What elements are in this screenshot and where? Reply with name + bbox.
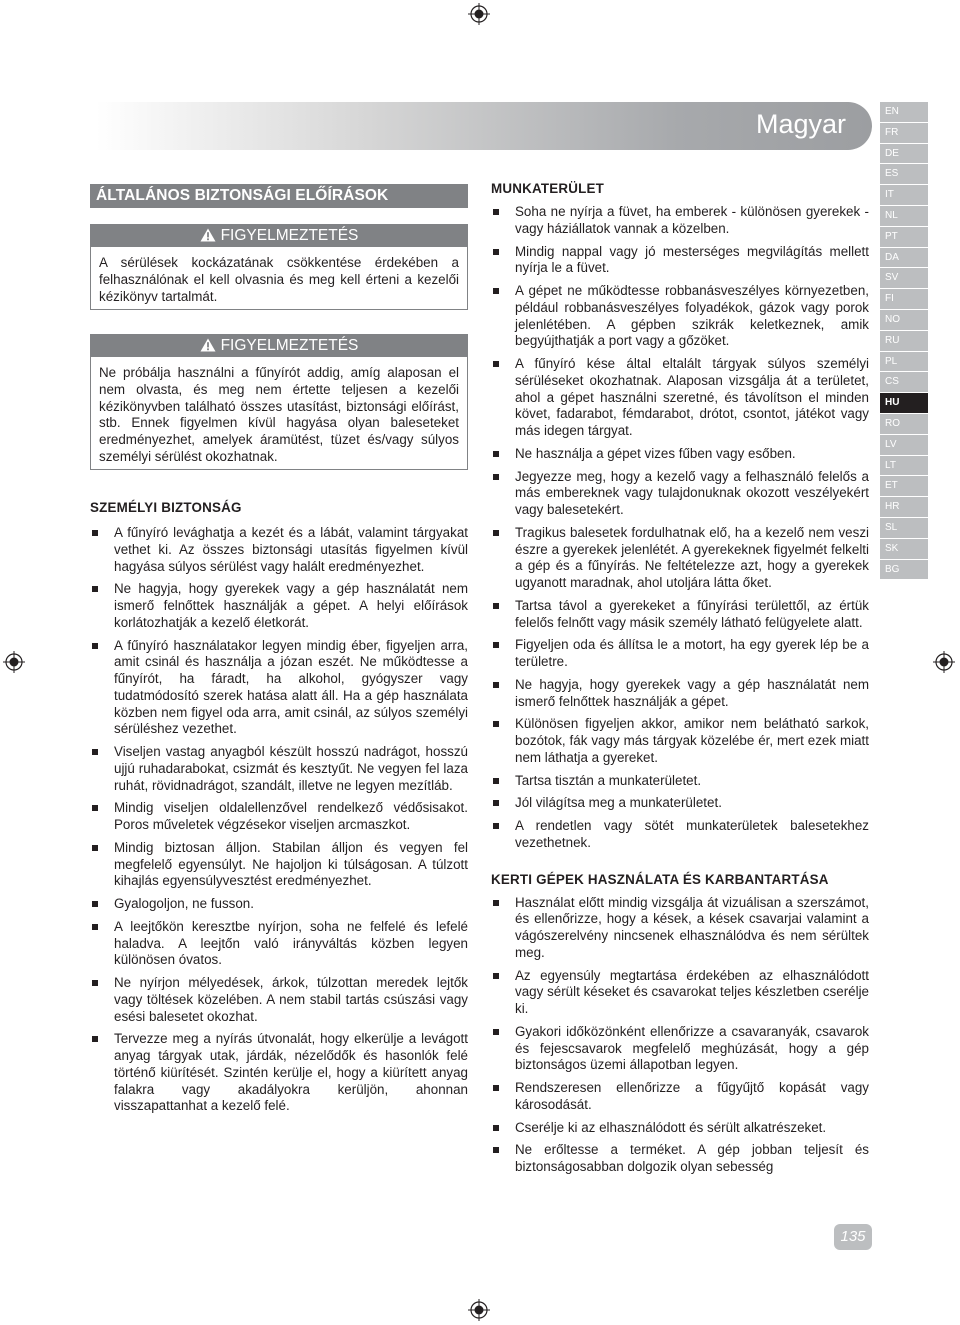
general-safety-heading: ÁLTALÁNOS BIZTONSÁGI ELŐÍRÁSOK [90,184,468,208]
list-item-text: Az egyensúly megtartása érdekében az elhasználódott vagy sérült késeket és csavarokat teljes készletben cserélje ki. [515,967,869,1016]
list-item [90,638,468,739]
warning-title-1: FIGYELMEZTETÉS [220,227,359,244]
list-item [491,818,869,852]
personal-safety-heading: SZEMÉLYI BIZTONSÁG [90,500,242,516]
registration-mark-bottom-icon [468,1299,490,1321]
work-area-list [491,204,869,852]
bullet-square-icon [493,288,499,294]
bullet-square-icon [493,249,499,255]
language-tab-fr[interactable]: FR [880,123,928,143]
list-item [491,677,869,711]
list-item-text: Rendszeresen ellenőrizze a fűgyűjtő kopását vagy károsodását. [515,1080,869,1112]
language-tab-pl[interactable]: PL [880,352,928,372]
language-tab-ru[interactable]: RU [880,331,928,351]
list-item [90,919,468,969]
list-item [90,581,468,631]
work-area-heading: MUNKATERÜLET [491,181,604,196]
list-item-text: Cserélje ki az elhasználódott és sérült alkatrészeket. [515,1119,827,1135]
warning-triangle-icon [200,337,216,359]
list-item-text: A fűnyíró kése által eltalált tárgyak súlyos személyi sérüléseket okozhatnak. Alaposan vizsgálja át a területet, ahol a gépet használni szeretné, és távolítson el minden követ, fadarabot, fémdarabot, drótot, csontot, játékot vagy más idegen tárgyat. [515,356,869,438]
bullet-square-icon [493,800,499,806]
language-tab-nl[interactable]: NL [880,206,928,226]
list-item-text: Jól világítsa meg a munkaterületet. [515,795,722,811]
warning-header-2 [91,335,467,357]
list-item-text: A rendetlen vagy sötét munkaterületek balesetekhez vezethetnek. [515,818,869,850]
warning-header-1 [91,225,467,247]
list-item [90,840,468,890]
language-tab-no[interactable]: NO [880,310,928,330]
bullet-square-icon [493,603,499,609]
language-tab-list [880,102,928,580]
list-item [491,283,869,350]
bullet-square-icon [493,451,499,457]
list-item-text: Figyeljen oda és állítsa le a motort, ha egy gyerek lép be a területre. [515,637,869,669]
bullet-square-icon [92,805,98,811]
list-item-text: Viseljen vastag anyagból készült hosszú nadrágot, hosszú ujjú ruhadarabokat, csizmát és kesztyűt. Ne vegyen fel laza ruhát, rövidnadrágot, szandált, illetve ne legyen mezítláb. [114,744,468,793]
list-item-text: A fűnyíró használatakor legyen mindig éber, figyeljen arra, amit csinál és használja a józan eszét. Ne működtesse a fűnyírót, ha fáradt, ha alkohol, gyógyszer vagy tudatmódosító szerek hatása alatt áll. Ha a gép használata közben nem figyel oda arra, amit csinál, az súlyos személyi sérüléshez vezethet. [114,637,468,737]
list-item-text: Gyalogoljon, ne fusson. [114,896,254,912]
bullet-square-icon [92,901,98,907]
registration-mark-right-icon [933,651,955,673]
list-item-text: Tragikus balesetek fordulhatnak elő, ha a kezelő nem veszi észre a gyerekek jelenlétét. A gyerekeknek figyelmét felkelti a gép és a fűnyírás. Ne feltételezze azt, hogy a gyerekek ugyanott maradnak, ahol utoljára látta őket. [515,524,869,590]
list-item [491,356,869,440]
list-item-text: Használat előtt mindig vizsgálja át vizuálisan a szerszámot, és ellenőrizze, hogy a kések, a kések csavarjai valamint a vágószerelvény nincsenek elhasználódva és nem sérültek meg. [515,894,869,960]
language-tab-da[interactable]: DA [880,248,928,268]
list-item [491,1142,869,1176]
list-item-text: Gyakori időközönként ellenőrizze a csavaranyák, csavarok és fejescsavarok megfelelő meghúzását, hogy a gép biztonságos üzemi állapotban legyen. [515,1023,869,1073]
list-item-text: Ne hagyja, hogy gyerekek vagy a gép használatát nem ismerő felnőttek használják a gépet. [515,676,869,709]
language-tab-it[interactable]: IT [880,185,928,205]
list-item-text: Tervezze meg a nyírás útvonalát, hogy elkerülje a levágott anyag tárgyak utak, járdák, nézelődők és hasonlók felé történő kiürítését. Szintén kerülje el, hogy a kiürített anyag falakra vagy akadályokra kerüljön, ahonnan visszapattanhat a kezelő felé. [114,1031,468,1114]
list-item [90,896,468,913]
bullet-square-icon [493,973,499,979]
language-tab-en[interactable]: EN [880,102,928,122]
page-number: 135 [834,1224,872,1250]
language-header-banner [96,102,872,150]
list-item-text: Tartsa távol a gyerekeket a fűnyírási területtől, az értük felelős felnőtt vagy másik személy látható felügyelete alatt. [515,597,869,630]
list-item [90,1031,468,1115]
list-item-text: A fűnyíró levághatja a kezét és a lábát, valamint tárgyakat vethet ki. Az összes biztonsági utasítás figyelmen kívül hagyása súlyos sérülést vagy halált eredményezhet. [114,525,468,574]
list-item [491,446,869,463]
bullet-square-icon [92,1036,98,1042]
bullet-square-icon [493,778,499,784]
language-tab-lt[interactable]: LT [880,456,928,476]
list-item-text: Különösen figyeljen akkor, amikor nem belátható sarkok, bozótok, fák vagy más tárgyak közelébe ér, mert ezek miatt nem láthatja a gyereket. [515,716,869,765]
warning-text-2: Ne próbálja használni a fűnyírót addig, amíg alaposan el nem olvasta, és meg nem értette teljesen a kezelői kézikönyvben található összes utasítást, biztonsági előírást, stb. Ennek figyelmen kívül hagyása olyan baleseteket eredményezhet, amelyek áramütést, tüzet és/vagy súlyos személyi sérülést okozhatnak. [99,364,459,465]
list-item-text: A leejtőkön keresztbe nyírjon, soha ne felfelé és lefelé haladva. A leejtőn való irányváltás közben legyen különösen óvatos. [114,918,468,968]
bullet-square-icon [92,924,98,930]
list-item-text: Ne erőltesse a terméket. A gép jobban teljesít és biztonságosabban dolgozik olyan sebesség [515,1142,869,1174]
list-item [491,1024,869,1074]
language-tab-hu[interactable]: HU [880,393,928,413]
warning-text-1: A sérülések kockázatának csökkentése érdekében a felhasználónak el kell olvasnia és meg kell érteni a kezelői kézikönyv tartalmát. [99,255,459,304]
list-item-text: Jegyezze meg, hogy a kezelő vagy a felhasználó felelős a más embereknek vagy tulajdonuknak okozott veszélyekért vagy balesetekért. [515,468,869,517]
list-item [90,744,468,794]
list-item [491,773,869,790]
bullet-square-icon [92,749,98,755]
language-tab-bg[interactable]: BG [880,560,928,580]
bullet-square-icon [92,530,98,536]
list-item [90,525,468,575]
list-item [491,968,869,1018]
list-item [491,598,869,632]
list-item-text: Soha ne nyírja a füvet, ha emberek - különösen gyerekek - vagy háziállatok vannak a közelben. [515,204,869,236]
registration-mark-top-icon [468,3,490,25]
warning-box-2 [90,334,468,470]
language-title: Magyar [755,109,846,139]
bullet-square-icon [493,1029,499,1035]
list-item-text: Mindig viseljen oldalellenzővel rendelkező védősisakot. Poros műveletek végzésekor viseljen arcmaszkot. [114,800,468,833]
personal-safety-list [90,525,468,1115]
list-item [491,637,869,671]
language-tab-ro[interactable]: RO [880,414,928,434]
bullet-square-icon [92,586,98,592]
list-item-text: Ne nyírjon mélyedések, árkok, túlzottan meredek lejtők vagy töltések közelében. A nem stabil tartás csúszási vagy esési balesetet okozhat. [114,975,468,1024]
bullet-square-icon [493,721,499,727]
list-item [491,1080,869,1114]
list-item [491,469,869,519]
list-item-text: Mindig nappal vagy jó mesterséges megvilágítás mellett nyírja le a füvet. [515,243,869,276]
list-item-text: Tartsa tisztán a munkaterületet. [515,772,702,788]
language-tab-et[interactable]: ET [880,476,928,496]
warning-box-1 [90,224,468,310]
bullet-square-icon [493,474,499,480]
garden-tools-list [491,895,869,1176]
warning-title-2: FIGYELMEZTETÉS [220,336,359,354]
language-tab-cs[interactable]: CS [880,372,928,392]
language-tab-es[interactable]: ES [880,164,928,184]
list-item [90,800,468,834]
warning-triangle-icon [200,227,216,249]
language-tab-fi[interactable]: FI [880,289,928,309]
list-item-text: Ne használja a gépet vizes fűben vagy esőben. [515,445,796,461]
language-tab-sk[interactable]: SK [880,539,928,559]
garden-tools-heading: KERTI GÉPEK HASZNÁLATA ÉS KARBANTARTÁSA [491,871,829,887]
list-item-text: Mindig biztosan álljon. Stabilan álljon és vegyen fel megfelelő egyensúlyt. Ne hajoljon ki túlságosan. A túlzott kihajlás egyensúlyvesztést eredményezhet. [114,839,468,889]
list-item [90,975,468,1025]
language-tab-hr[interactable]: HR [880,497,928,517]
right-column [491,181,869,1182]
list-item [491,1120,869,1137]
bullet-square-icon [493,209,499,215]
bullet-square-icon [493,1085,499,1091]
list-item [491,525,869,592]
list-item [491,895,869,962]
language-tab-pt[interactable]: PT [880,227,928,247]
language-tab-lv[interactable]: LV [880,435,928,455]
language-tab-sv[interactable]: SV [880,268,928,288]
bullet-square-icon [493,900,499,906]
bullet-square-icon [92,643,98,649]
bullet-square-icon [493,1125,499,1131]
list-item [491,795,869,812]
bullet-square-icon [493,361,499,367]
list-item [491,716,869,766]
bullet-square-icon [92,980,98,986]
language-tab-de[interactable]: DE [880,144,928,164]
registration-mark-left-icon [3,651,25,673]
list-item-text: A gépet ne működtesse robbanásveszélyes környezetben, például robbanásveszélyes folyadékok, gázok vagy porok jelenlétében. A gépben szikrák keletkeznek, amik begyújthatják a port vagy a gőzöket. [515,283,869,349]
language-tab-sl[interactable]: SL [880,518,928,538]
list-item-text: Ne hagyja, hogy gyerekek vagy a gép használatát nem ismerő felnőttek használják a gépet. A helyi előírások korlátozhatják a kezelő életkorát. [114,581,468,630]
bullet-square-icon [92,845,98,851]
list-item [491,244,869,278]
bullet-square-icon [493,530,499,536]
left-column [90,184,468,1121]
list-item [491,204,869,238]
bullet-square-icon [493,1147,499,1153]
bullet-square-icon [493,682,499,688]
bullet-square-icon [493,642,499,648]
bullet-square-icon [493,823,499,829]
